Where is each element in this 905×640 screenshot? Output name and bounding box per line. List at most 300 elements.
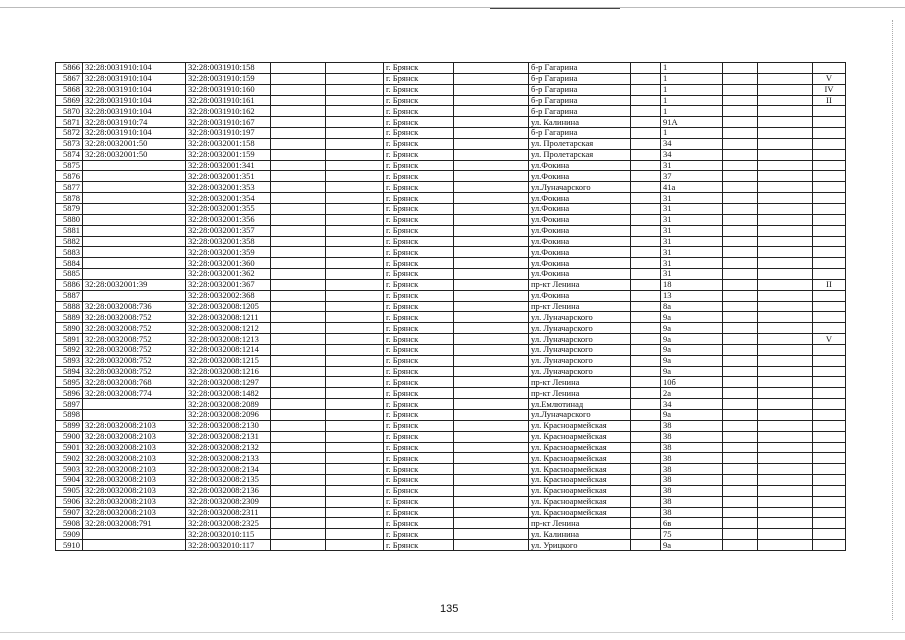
roman-numeral-cell	[813, 475, 846, 486]
empty-cell	[454, 225, 529, 236]
street-cell: б-р Гагарина	[529, 73, 631, 84]
empty-cell	[758, 84, 813, 95]
empty-cell	[326, 485, 384, 496]
empty-cell	[271, 182, 326, 193]
empty-cell	[758, 475, 813, 486]
parent-cadastral-cell: 32:28:0031910:104	[83, 128, 186, 139]
house-cell: 38	[661, 453, 723, 464]
empty-cell	[454, 312, 529, 323]
empty-cell	[326, 399, 384, 410]
empty-cell	[758, 323, 813, 334]
roman-numeral-cell	[813, 323, 846, 334]
city-cell: г. Брянск	[384, 63, 454, 74]
empty-cell	[758, 485, 813, 496]
empty-cell	[758, 529, 813, 540]
cadastral-number-cell: 32:28:0032001:356	[186, 214, 271, 225]
roman-numeral-cell: II	[813, 279, 846, 290]
city-cell: г. Брянск	[384, 182, 454, 193]
empty-cell	[326, 290, 384, 301]
empty-cell	[271, 399, 326, 410]
cadastral-number-cell: 32:28:0032001:158	[186, 138, 271, 149]
house-cell: 18	[661, 279, 723, 290]
empty-cell	[271, 475, 326, 486]
cadastral-number-cell: 32:28:0032001:354	[186, 193, 271, 204]
house-cell: 34	[661, 399, 723, 410]
empty-cell	[758, 73, 813, 84]
row-number-cell: 5909	[56, 529, 83, 540]
table-row	[56, 225, 846, 236]
city-cell: г. Брянск	[384, 269, 454, 280]
house-cell: 38	[661, 420, 723, 431]
city-cell: г. Брянск	[384, 203, 454, 214]
row-number-cell: 5884	[56, 258, 83, 269]
roman-numeral-cell	[813, 464, 846, 475]
empty-cell	[723, 73, 758, 84]
parent-cadastral-cell: 32:28:0032008:2103	[83, 496, 186, 507]
empty-cell	[454, 73, 529, 84]
empty-cell	[631, 431, 661, 442]
cadastral-number-cell: 32:28:0032008:1216	[186, 366, 271, 377]
city-cell: г. Брянск	[384, 431, 454, 442]
parent-cadastral-cell	[83, 247, 186, 258]
row-number-cell: 5887	[56, 290, 83, 301]
empty-cell	[454, 518, 529, 529]
empty-cell	[631, 149, 661, 160]
empty-cell	[758, 399, 813, 410]
city-cell: г. Брянск	[384, 399, 454, 410]
row-number-cell: 5906	[56, 496, 83, 507]
empty-cell	[758, 106, 813, 117]
empty-cell	[631, 334, 661, 345]
empty-cell	[631, 518, 661, 529]
city-cell: г. Брянск	[384, 540, 454, 551]
table-row	[56, 410, 846, 421]
street-cell: пр-кт Ленина	[529, 518, 631, 529]
empty-cell	[723, 464, 758, 475]
city-cell: г. Брянск	[384, 171, 454, 182]
roman-numeral-cell	[813, 485, 846, 496]
empty-cell	[758, 225, 813, 236]
empty-cell	[326, 193, 384, 204]
empty-cell	[271, 171, 326, 182]
roman-numeral-cell	[813, 236, 846, 247]
house-cell: 9а	[661, 312, 723, 323]
city-cell: г. Брянск	[384, 160, 454, 171]
row-number-cell: 5902	[56, 453, 83, 464]
empty-cell	[271, 106, 326, 117]
street-cell: б-р Гагарина	[529, 63, 631, 74]
empty-cell	[271, 73, 326, 84]
empty-cell	[631, 355, 661, 366]
cadastral-number-cell: 32:28:0032008:2309	[186, 496, 271, 507]
register-rows	[56, 63, 846, 551]
house-cell: 9а	[661, 366, 723, 377]
empty-cell	[326, 464, 384, 475]
house-cell: 1	[661, 106, 723, 117]
house-cell: 91А	[661, 117, 723, 128]
table-row	[56, 518, 846, 529]
row-number-cell: 5877	[56, 182, 83, 193]
cadastral-number-cell: 32:28:0032001:351	[186, 171, 271, 182]
empty-cell	[631, 106, 661, 117]
city-cell: г. Брянск	[384, 442, 454, 453]
empty-cell	[271, 334, 326, 345]
parent-cadastral-cell: 32:28:0031910:104	[83, 95, 186, 106]
parent-cadastral-cell: 32:28:0032008:2103	[83, 431, 186, 442]
empty-cell	[326, 540, 384, 551]
table-row	[56, 344, 846, 355]
street-cell: пр-кт Ленина	[529, 301, 631, 312]
empty-cell	[723, 225, 758, 236]
empty-cell	[326, 171, 384, 182]
street-cell: б-р Гагарина	[529, 95, 631, 106]
cadastral-number-cell: 32:28:0031910:167	[186, 117, 271, 128]
empty-cell	[758, 117, 813, 128]
empty-cell	[631, 63, 661, 74]
roman-numeral-cell	[813, 128, 846, 139]
parent-cadastral-cell	[83, 182, 186, 193]
table-row	[56, 258, 846, 269]
empty-cell	[454, 247, 529, 258]
empty-cell	[271, 431, 326, 442]
parent-cadastral-cell: 32:28:0032001:50	[83, 138, 186, 149]
empty-cell	[271, 529, 326, 540]
cadastral-number-cell: 32:28:0032008:1212	[186, 323, 271, 334]
empty-cell	[723, 410, 758, 421]
roman-numeral-cell: II	[813, 95, 846, 106]
empty-cell	[723, 84, 758, 95]
street-cell: ул. Луначарского	[529, 355, 631, 366]
empty-cell	[271, 518, 326, 529]
empty-cell	[723, 366, 758, 377]
empty-cell	[723, 193, 758, 204]
empty-cell	[758, 507, 813, 518]
empty-cell	[723, 540, 758, 551]
empty-cell	[758, 355, 813, 366]
empty-cell	[454, 388, 529, 399]
parent-cadastral-cell	[83, 290, 186, 301]
row-number-cell: 5875	[56, 160, 83, 171]
empty-cell	[758, 388, 813, 399]
empty-cell	[631, 247, 661, 258]
cadastral-number-cell: 32:28:0032008:2311	[186, 507, 271, 518]
house-cell: 38	[661, 485, 723, 496]
table-row	[56, 334, 846, 345]
row-number-cell: 5894	[56, 366, 83, 377]
empty-cell	[723, 344, 758, 355]
cadastral-number-cell: 32:28:0032001:367	[186, 279, 271, 290]
house-cell: 13	[661, 290, 723, 301]
street-cell: ул. Красноармейская	[529, 453, 631, 464]
table-row	[56, 160, 846, 171]
empty-cell	[271, 540, 326, 551]
table-row	[56, 442, 846, 453]
city-cell: г. Брянск	[384, 301, 454, 312]
row-number-cell: 5903	[56, 464, 83, 475]
roman-numeral-cell	[813, 388, 846, 399]
street-cell: б-р Гагарина	[529, 128, 631, 139]
street-cell: ул. Красноармейская	[529, 442, 631, 453]
parent-cadastral-cell: 32:28:0031910:104	[83, 73, 186, 84]
street-cell: ул.Фокина	[529, 171, 631, 182]
empty-cell	[271, 236, 326, 247]
empty-cell	[326, 323, 384, 334]
empty-cell	[631, 410, 661, 421]
empty-cell	[326, 410, 384, 421]
roman-numeral-cell	[813, 269, 846, 280]
city-cell: г. Брянск	[384, 258, 454, 269]
empty-cell	[758, 290, 813, 301]
empty-cell	[326, 529, 384, 540]
house-cell: 1	[661, 128, 723, 139]
row-number-cell: 5893	[56, 355, 83, 366]
cadastral-number-cell: 32:28:0032008:2133	[186, 453, 271, 464]
parent-cadastral-cell: 32:28:0032008:2103	[83, 475, 186, 486]
empty-cell	[454, 138, 529, 149]
roman-numeral-cell	[813, 518, 846, 529]
empty-cell	[631, 453, 661, 464]
city-cell: г. Брянск	[384, 214, 454, 225]
row-number-cell: 5907	[56, 507, 83, 518]
empty-cell	[758, 344, 813, 355]
empty-cell	[271, 63, 326, 74]
empty-cell	[631, 366, 661, 377]
empty-cell	[631, 507, 661, 518]
street-cell: ул.Фокина	[529, 269, 631, 280]
city-cell: г. Брянск	[384, 236, 454, 247]
parent-cadastral-cell: 32:28:0032008:752	[83, 334, 186, 345]
empty-cell	[723, 171, 758, 182]
empty-cell	[454, 117, 529, 128]
empty-cell	[723, 431, 758, 442]
empty-cell	[631, 388, 661, 399]
empty-cell	[631, 279, 661, 290]
row-number-cell: 5897	[56, 399, 83, 410]
empty-cell	[723, 312, 758, 323]
house-cell: 9а	[661, 410, 723, 421]
house-cell: 38	[661, 496, 723, 507]
scan-edge-right	[892, 20, 894, 620]
empty-cell	[271, 366, 326, 377]
cadastral-number-cell: 32:28:0031910:162	[186, 106, 271, 117]
street-cell: ул. Луначарского	[529, 312, 631, 323]
empty-cell	[454, 258, 529, 269]
house-cell: 9а	[661, 323, 723, 334]
house-cell: 31	[661, 160, 723, 171]
city-cell: г. Брянск	[384, 334, 454, 345]
parent-cadastral-cell: 32:28:0032008:752	[83, 344, 186, 355]
street-cell: ул.Луначарского	[529, 182, 631, 193]
street-cell: ул. Луначарского	[529, 344, 631, 355]
row-number-cell: 5876	[56, 171, 83, 182]
empty-cell	[631, 193, 661, 204]
empty-cell	[454, 193, 529, 204]
parent-cadastral-cell: 32:28:0031910:104	[83, 84, 186, 95]
city-cell: г. Брянск	[384, 355, 454, 366]
empty-cell	[326, 507, 384, 518]
street-cell: ул. Луначарского	[529, 334, 631, 345]
row-number-cell: 5910	[56, 540, 83, 551]
row-number-cell: 5867	[56, 73, 83, 84]
parent-cadastral-cell	[83, 269, 186, 280]
empty-cell	[271, 442, 326, 453]
roman-numeral-cell	[813, 182, 846, 193]
empty-cell	[454, 355, 529, 366]
street-cell: ул.Фокина	[529, 203, 631, 214]
empty-cell	[271, 279, 326, 290]
street-cell: ул. Красноармейская	[529, 464, 631, 475]
empty-cell	[758, 203, 813, 214]
empty-cell	[326, 388, 384, 399]
street-cell: ул. Красноармейская	[529, 507, 631, 518]
cadastral-number-cell: 32:28:0032008:2136	[186, 485, 271, 496]
empty-cell	[758, 171, 813, 182]
cadastral-number-cell: 32:28:0032008:2134	[186, 464, 271, 475]
house-cell: 38	[661, 464, 723, 475]
empty-cell	[454, 366, 529, 377]
cadastral-number-cell: 32:28:0032008:1214	[186, 344, 271, 355]
empty-cell	[454, 290, 529, 301]
cadastral-number-cell: 32:28:0032001:353	[186, 182, 271, 193]
empty-cell	[326, 182, 384, 193]
cadastral-number-cell: 32:28:0032001:357	[186, 225, 271, 236]
roman-numeral-cell	[813, 258, 846, 269]
empty-cell	[271, 117, 326, 128]
cadastral-number-cell: 32:28:0032001:358	[186, 236, 271, 247]
row-number-cell: 5885	[56, 269, 83, 280]
empty-cell	[723, 279, 758, 290]
house-cell: 10б	[661, 377, 723, 388]
empty-cell	[723, 529, 758, 540]
row-number-cell: 5881	[56, 225, 83, 236]
parent-cadastral-cell	[83, 410, 186, 421]
parent-cadastral-cell	[83, 540, 186, 551]
empty-cell	[326, 496, 384, 507]
table-row	[56, 149, 846, 160]
roman-numeral-cell	[813, 106, 846, 117]
street-cell: ул.Фокина	[529, 290, 631, 301]
empty-cell	[454, 279, 529, 290]
table-row	[56, 420, 846, 431]
parent-cadastral-cell	[83, 258, 186, 269]
cadastral-number-cell: 32:28:0032008:1205	[186, 301, 271, 312]
empty-cell	[631, 182, 661, 193]
cadastral-number-cell: 32:28:0032008:1297	[186, 377, 271, 388]
roman-numeral-cell	[813, 355, 846, 366]
empty-cell	[631, 485, 661, 496]
empty-cell	[723, 507, 758, 518]
house-cell: 9а	[661, 540, 723, 551]
parent-cadastral-cell: 32:28:0032008:2103	[83, 464, 186, 475]
city-cell: г. Брянск	[384, 323, 454, 334]
empty-cell	[326, 475, 384, 486]
street-cell: б-р Гагарина	[529, 106, 631, 117]
empty-cell	[326, 355, 384, 366]
parent-cadastral-cell: 32:28:0031910:74	[83, 117, 186, 128]
empty-cell	[758, 453, 813, 464]
house-cell: 34	[661, 149, 723, 160]
empty-cell	[326, 431, 384, 442]
cadastral-number-cell: 32:28:0031910:159	[186, 73, 271, 84]
house-cell: 38	[661, 442, 723, 453]
house-cell: 2а	[661, 388, 723, 399]
empty-cell	[454, 399, 529, 410]
empty-cell	[326, 366, 384, 377]
empty-cell	[326, 279, 384, 290]
city-cell: г. Брянск	[384, 73, 454, 84]
cadastral-number-cell: 32:28:0032008:1215	[186, 355, 271, 366]
empty-cell	[631, 95, 661, 106]
roman-numeral-cell	[813, 171, 846, 182]
house-cell: 31	[661, 203, 723, 214]
empty-cell	[723, 388, 758, 399]
table-row	[56, 399, 846, 410]
city-cell: г. Брянск	[384, 388, 454, 399]
street-cell: б-р Гагарина	[529, 84, 631, 95]
house-cell: 38	[661, 431, 723, 442]
table-row	[56, 301, 846, 312]
parent-cadastral-cell: 32:28:0032008:791	[83, 518, 186, 529]
empty-cell	[758, 193, 813, 204]
cadastral-number-cell: 32:28:0031910:160	[186, 84, 271, 95]
empty-cell	[758, 496, 813, 507]
roman-numeral-cell	[813, 377, 846, 388]
empty-cell	[631, 203, 661, 214]
empty-cell	[326, 160, 384, 171]
parent-cadastral-cell: 32:28:0031910:104	[83, 63, 186, 74]
empty-cell	[326, 518, 384, 529]
empty-cell	[723, 149, 758, 160]
parent-cadastral-cell: 32:28:0032008:768	[83, 377, 186, 388]
empty-cell	[326, 203, 384, 214]
empty-cell	[326, 138, 384, 149]
empty-cell	[723, 496, 758, 507]
empty-cell	[326, 377, 384, 388]
cadastral-number-cell: 32:28:0032008:2131	[186, 431, 271, 442]
empty-cell	[454, 236, 529, 247]
empty-cell	[758, 63, 813, 74]
empty-cell	[631, 138, 661, 149]
house-cell: 31	[661, 258, 723, 269]
empty-cell	[454, 149, 529, 160]
street-cell: ул.Фокина	[529, 160, 631, 171]
scan-edge-bottom	[0, 632, 905, 633]
house-cell: 9а	[661, 355, 723, 366]
roman-numeral-cell	[813, 160, 846, 171]
empty-cell	[454, 203, 529, 214]
street-cell: ул.Фокина	[529, 214, 631, 225]
street-cell: пр-кт Ленина	[529, 377, 631, 388]
empty-cell	[454, 269, 529, 280]
parent-cadastral-cell: 32:28:0032001:50	[83, 149, 186, 160]
row-number-cell: 5900	[56, 431, 83, 442]
city-cell: г. Брянск	[384, 475, 454, 486]
roman-numeral-cell	[813, 410, 846, 421]
street-cell: ул. Урицкого	[529, 540, 631, 551]
street-cell: ул.Фокина	[529, 247, 631, 258]
row-number-cell: 5872	[56, 128, 83, 139]
row-number-cell: 5882	[56, 236, 83, 247]
parent-cadastral-cell	[83, 193, 186, 204]
empty-cell	[758, 464, 813, 475]
empty-cell	[758, 258, 813, 269]
empty-cell	[758, 182, 813, 193]
empty-cell	[271, 149, 326, 160]
table-row	[56, 117, 846, 128]
empty-cell	[631, 84, 661, 95]
table-row	[56, 128, 846, 139]
cadastral-number-cell: 32:28:0032008:2132	[186, 442, 271, 453]
